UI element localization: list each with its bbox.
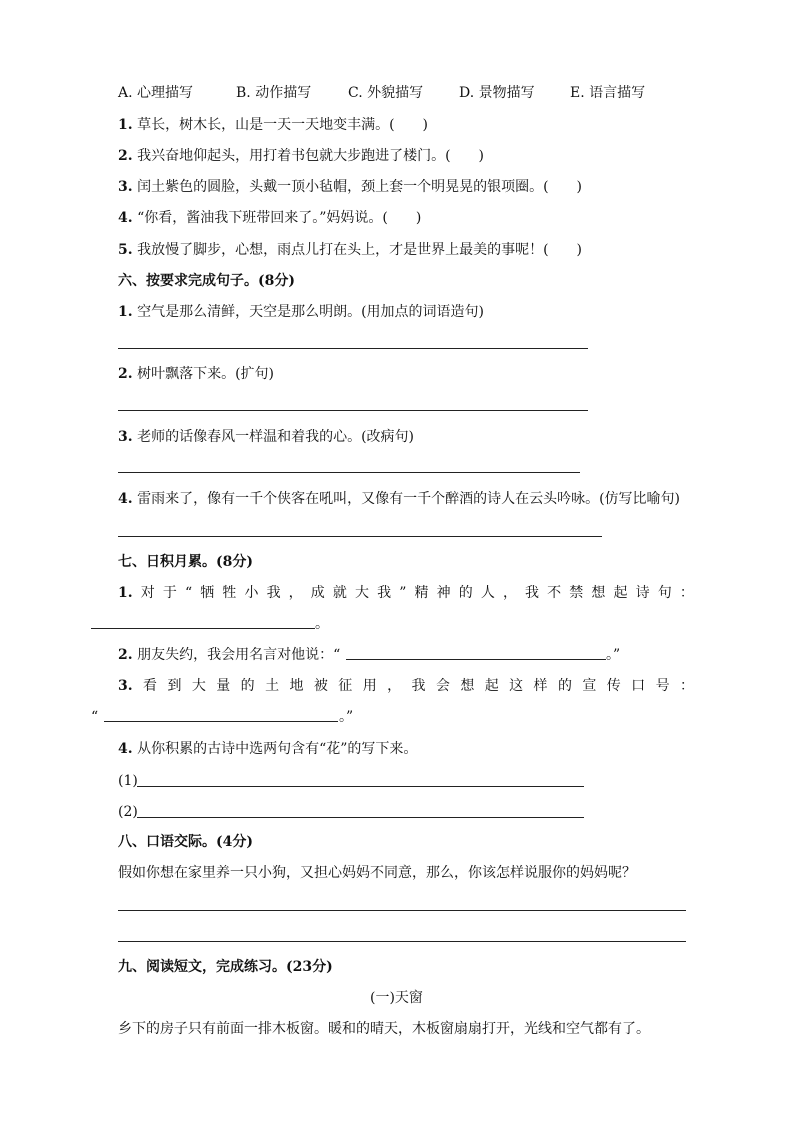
answer-line[interactable] bbox=[137, 817, 584, 818]
question-item: 5. 我放慢了脚步，心想，雨点儿打在头上，才是世界上最美的事呢！( ) bbox=[118, 242, 583, 258]
question-item-justified: 1. 对 于 “ 牺 牲 小 我 ， 成 就 大 我 ” 精 神 的 人 ， 我 不 禁 想 起 诗 句 ： bbox=[118, 585, 694, 601]
question-item: 4. “你看，酱油我下班带回来了。”妈妈说。( ) bbox=[118, 210, 422, 226]
answer-options bbox=[118, 84, 645, 102]
question-prompt: 假如你想在家里养一只小狗，又担心妈妈不同意，那么，你该怎样说服你的妈妈呢？ bbox=[118, 865, 636, 881]
answer-line[interactable] bbox=[118, 536, 602, 537]
option-c: C. 外貌描写 bbox=[348, 85, 424, 101]
sub-item-label: (1) bbox=[118, 773, 138, 789]
answer-line[interactable] bbox=[118, 472, 580, 473]
passage-title: (一)天窗 bbox=[370, 990, 423, 1006]
question-item: 2. 我兴奋地仰起头，用打着书包就大步跑进了楼门。( ) bbox=[118, 148, 485, 164]
question-item: 3. 老师的话像春风一样温和着我的心。(改病句) bbox=[118, 429, 415, 445]
section-heading: 六、按要求完成句子。(8分) bbox=[118, 273, 295, 289]
question-item: 4. 从你积累的古诗中选两句含有“花”的写下来。 bbox=[118, 741, 418, 757]
answer-line[interactable] bbox=[104, 721, 338, 722]
answer-line[interactable] bbox=[346, 659, 606, 660]
line-end: 。 bbox=[315, 616, 329, 632]
line-start: “ bbox=[91, 709, 99, 725]
answer-line[interactable] bbox=[118, 941, 686, 942]
answer-line[interactable] bbox=[91, 628, 315, 629]
option-b: B. 动作描写 bbox=[236, 85, 312, 101]
answer-line[interactable] bbox=[118, 348, 588, 349]
section-heading: 九、阅读短文，完成练习。(23分) bbox=[118, 959, 333, 975]
question-item-justified: 3. 看 到 大 量 的 土 地 被 征 用 ， 我 会 想 起 这 样 的 宣 传 口 号 ： bbox=[118, 678, 694, 694]
option-d: D. 景物描写 bbox=[459, 85, 535, 101]
option-a: A. 心理描写 bbox=[118, 85, 194, 101]
answer-line[interactable] bbox=[137, 786, 584, 787]
sub-item-label: (2) bbox=[118, 804, 138, 820]
line-end: 。” bbox=[606, 647, 621, 663]
question-item: 1. 空气是那么清鲜，天空是那么明朗。(用加点的词语造句) bbox=[118, 304, 485, 320]
answer-line[interactable] bbox=[118, 410, 588, 411]
answer-line[interactable] bbox=[118, 910, 686, 911]
question-item: 2. 朋友失约，我会用名言对他说：“ bbox=[118, 647, 341, 663]
question-item: 3. 闰土紫色的圆脸，头戴一顶小毡帽，颈上套一个明晃晃的银项圈。( ) bbox=[118, 179, 583, 195]
line-end: 。” bbox=[339, 709, 354, 725]
question-item: 4. 雷雨来了，像有一千个侠客在吼叫，又像有一千个醉酒的诗人在云头吟咏。(仿写比喻句) bbox=[118, 491, 680, 507]
question-item: 1. 草长，树木长，山是一天一天地变丰满。( ) bbox=[118, 117, 429, 133]
section-heading: 七、日积月累。(8分) bbox=[118, 554, 253, 570]
question-item: 2. 树叶飘落下来。(扩句) bbox=[118, 366, 275, 382]
option-e: E. 语言描写 bbox=[570, 85, 646, 101]
passage-text: 乡下的房子只有前面一排木板窗。暖和的晴天，木板窗扇扇打开，光线和空气都有了。 bbox=[118, 1021, 650, 1037]
section-heading: 八、口语交际。(4分) bbox=[118, 834, 253, 850]
